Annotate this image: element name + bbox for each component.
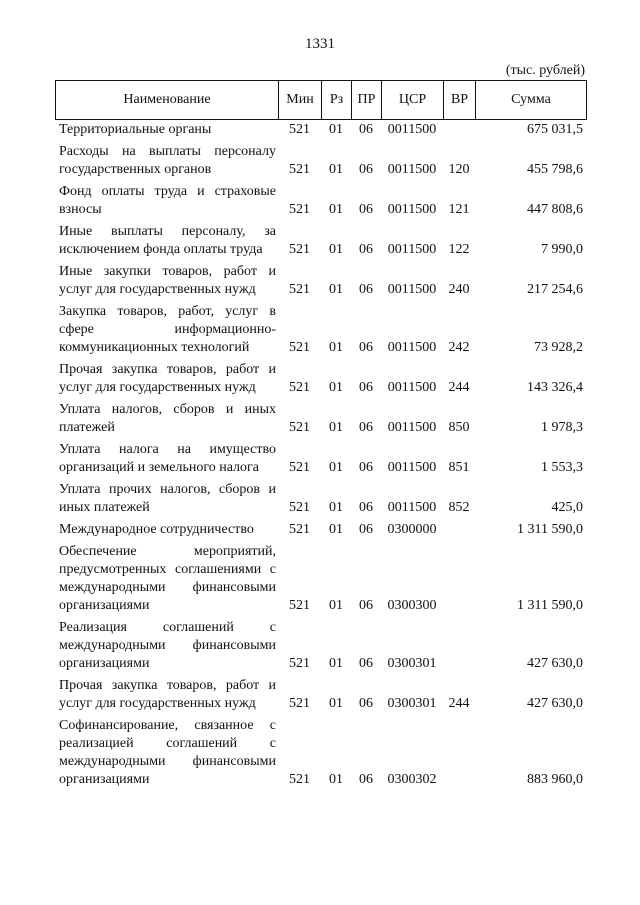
row-vr: 244 (448, 696, 470, 711)
row-csr: 0300000 (387, 522, 437, 537)
row-sum: 1 311 590,0 (517, 522, 583, 537)
row-rz: 01 (329, 500, 343, 515)
row-min: 521 (289, 380, 310, 395)
row-pr: 06 (359, 460, 373, 475)
table-row (55, 619, 587, 673)
row-name: Прочая закупка товаров, работ и услуг для государственных нужд (59, 362, 276, 395)
header-pr: ПР (351, 81, 381, 119)
row-rz: 01 (329, 122, 343, 137)
row-csr: 0011500 (387, 420, 437, 435)
table-row (55, 223, 587, 259)
row-sum: 883 960,0 (527, 772, 583, 787)
row-pr: 06 (359, 162, 373, 177)
row-rz: 01 (329, 696, 343, 711)
row-sum: 425,0 (551, 500, 583, 515)
row-pr: 06 (359, 340, 373, 355)
row-rz: 01 (329, 242, 343, 257)
row-pr: 06 (359, 696, 373, 711)
row-name: Фонд оплаты труда и страховые взносы (59, 184, 276, 217)
row-min: 521 (289, 772, 310, 787)
row-csr: 0300301 (387, 656, 437, 671)
units-label: (тыс. рублей) (505, 63, 585, 78)
row-vr: 851 (448, 460, 470, 475)
row-pr: 06 (359, 420, 373, 435)
row-vr: 240 (448, 282, 470, 297)
row-csr: 0300302 (387, 772, 437, 787)
header-vr: ВР (443, 81, 475, 119)
row-csr: 0011500 (387, 282, 437, 297)
table-row (55, 143, 587, 179)
table-row (55, 543, 587, 615)
row-name: Уплата налога на имущество организаций и земельного налога (59, 442, 276, 475)
header-name: Наименование (55, 81, 278, 119)
header-csr: ЦСР (381, 81, 443, 119)
row-sum: 1 311 590,0 (517, 598, 583, 613)
row-min: 521 (289, 656, 310, 671)
row-min: 521 (289, 420, 310, 435)
header-min: Мин (278, 81, 321, 119)
row-rz: 01 (329, 202, 343, 217)
row-sum: 217 254,6 (527, 282, 583, 297)
row-vr: 242 (448, 340, 470, 355)
row-rz: 01 (329, 772, 343, 787)
row-rz: 01 (329, 420, 343, 435)
table-header (55, 80, 587, 120)
table-row (55, 481, 587, 517)
row-min: 521 (289, 202, 310, 217)
header-rz: Рз (321, 81, 351, 119)
row-name: Обеспечение мероприятий, предусмотренных соглашениями с международными финансовыми организациями (59, 544, 276, 613)
row-csr: 0011500 (387, 460, 437, 475)
row-sum: 1 978,3 (541, 420, 583, 435)
row-min: 521 (289, 522, 310, 537)
row-pr: 06 (359, 122, 373, 137)
table-row (55, 183, 587, 219)
row-name: Уплата прочих налогов, сборов и иных платежей (59, 482, 276, 515)
row-rz: 01 (329, 656, 343, 671)
table-row (55, 361, 587, 397)
row-name: Иные закупки товаров, работ и услуг для государственных нужд (59, 264, 276, 297)
row-sum: 675 031,5 (527, 122, 583, 137)
row-pr: 06 (359, 522, 373, 537)
row-csr: 0300301 (387, 696, 437, 711)
row-min: 521 (289, 598, 310, 613)
row-csr: 0300300 (387, 598, 437, 613)
table-row (55, 521, 587, 539)
table-row (55, 717, 587, 789)
row-csr: 0011500 (387, 122, 437, 137)
row-min: 521 (289, 500, 310, 515)
row-name: Уплата налогов, сборов и иных платежей (59, 402, 276, 435)
row-pr: 06 (359, 656, 373, 671)
row-sum: 427 630,0 (527, 656, 583, 671)
row-sum: 455 798,6 (527, 162, 583, 177)
row-name: Международное сотрудничество (59, 522, 254, 537)
table-row (55, 121, 587, 139)
row-vr: 852 (448, 500, 470, 515)
page-number: 1331 (305, 36, 335, 52)
row-vr: 120 (448, 162, 470, 177)
row-vr: 244 (448, 380, 470, 395)
row-csr: 0011500 (387, 242, 437, 257)
row-min: 521 (289, 242, 310, 257)
row-vr: 850 (448, 420, 470, 435)
row-sum: 427 630,0 (527, 696, 583, 711)
row-name: Территориальные органы (59, 122, 212, 137)
row-pr: 06 (359, 598, 373, 613)
row-sum: 1 553,3 (541, 460, 583, 475)
row-csr: 0011500 (387, 162, 437, 177)
row-name: Софинансирование, связанное с реализацией соглашений с международными финансовыми организациями (59, 718, 276, 787)
row-rz: 01 (329, 162, 343, 177)
row-name: Прочая закупка товаров, работ и услуг для государственных нужд (59, 678, 276, 711)
row-min: 521 (289, 282, 310, 297)
table-row (55, 303, 587, 357)
row-name: Закупка товаров, работ, услуг в сфере информационно-коммуникационных технологий (59, 304, 276, 355)
row-name: Реализация соглашений с международными финансовыми организациями (59, 620, 276, 671)
row-pr: 06 (359, 202, 373, 217)
row-rz: 01 (329, 598, 343, 613)
row-pr: 06 (359, 242, 373, 257)
table-row (55, 263, 587, 299)
row-vr: 122 (448, 242, 470, 257)
row-rz: 01 (329, 340, 343, 355)
row-sum: 7 990,0 (541, 242, 583, 257)
row-sum: 447 808,6 (527, 202, 583, 217)
row-csr: 0011500 (387, 500, 437, 515)
row-sum: 143 326,4 (527, 380, 583, 395)
row-min: 521 (289, 460, 310, 475)
row-min: 521 (289, 696, 310, 711)
table-row (55, 441, 587, 477)
row-csr: 0011500 (387, 380, 437, 395)
row-rz: 01 (329, 380, 343, 395)
row-min: 521 (289, 340, 310, 355)
row-pr: 06 (359, 282, 373, 297)
header-sum: Сумма (475, 81, 587, 119)
row-pr: 06 (359, 772, 373, 787)
row-name: Расходы на выплаты персоналу государственных органов (59, 144, 276, 177)
row-vr: 121 (448, 202, 470, 217)
table-row (55, 401, 587, 437)
row-min: 521 (289, 122, 310, 137)
row-sum: 73 928,2 (534, 340, 583, 355)
row-csr: 0011500 (387, 340, 437, 355)
row-rz: 01 (329, 460, 343, 475)
row-csr: 0011500 (387, 202, 437, 217)
table-body (55, 121, 587, 793)
row-rz: 01 (329, 522, 343, 537)
row-pr: 06 (359, 380, 373, 395)
row-rz: 01 (329, 282, 343, 297)
table-row (55, 677, 587, 713)
row-min: 521 (289, 162, 310, 177)
row-pr: 06 (359, 500, 373, 515)
row-name: Иные выплаты персоналу, за исключением фонда оплаты труда (59, 224, 276, 257)
